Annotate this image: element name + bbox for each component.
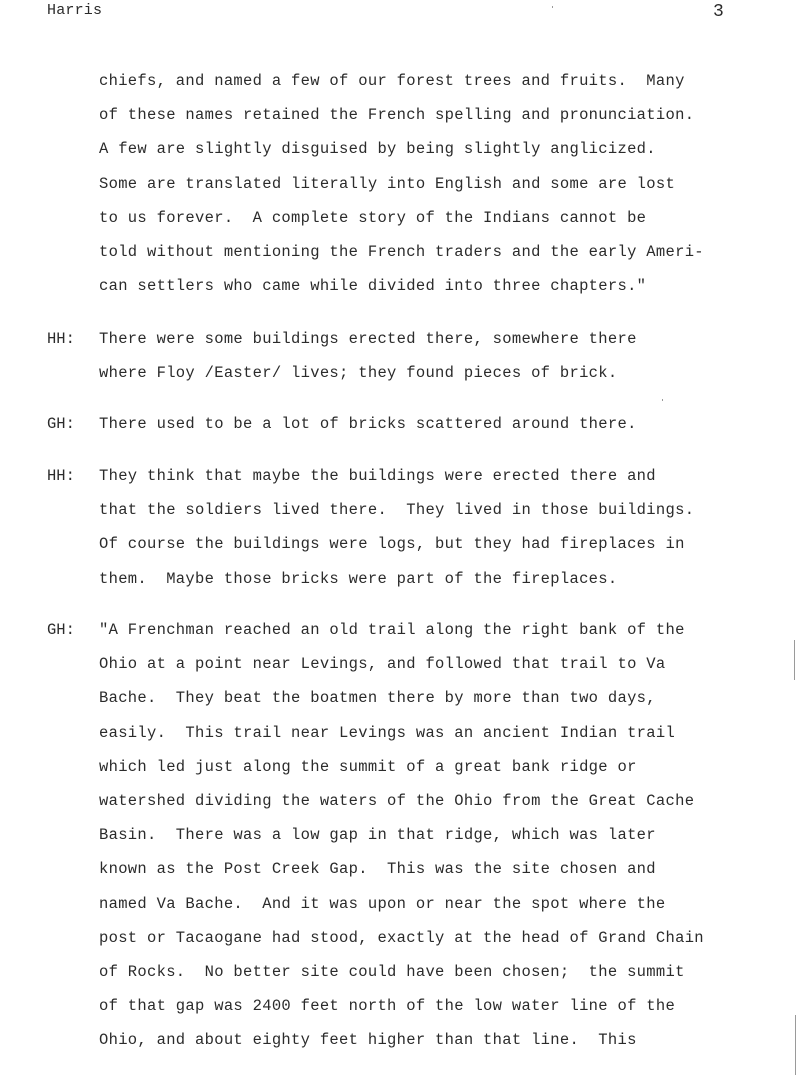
dialogue-lines (99, 407, 789, 441)
speaker-label: HH: (47, 330, 75, 348)
page-header-name: Harris (47, 2, 103, 19)
dialogue-lines (99, 613, 789, 1057)
scan-edge-mark (795, 1015, 796, 1075)
text-line: A few are slightly disguised by being slightly anglicized. (99, 140, 656, 159)
text-line: told without mentioning the French traders and the early Ameri- (99, 242, 704, 261)
scan-edge-mark (794, 640, 795, 680)
text-line: Ohio at a point near Levings, and followed that trail to Va (99, 655, 666, 674)
text-line: watershed dividing the waters of the Ohio from the Great Cache (99, 791, 695, 810)
text-line: where Floy /Easter/ lives; they found pieces of brick. (99, 364, 618, 383)
speaker-label: GH: (47, 621, 75, 639)
text-line: to us forever. A complete story of the Indians cannot be (99, 208, 647, 227)
text-line: Some are translated literally into English and some are lost (99, 174, 676, 193)
scan-dot (662, 399, 663, 401)
text-line: easily. This trail near Levings was an ancient Indian trail (99, 723, 676, 742)
text-line: of that gap was 2400 feet north of the low water line of the (99, 997, 676, 1016)
scan-dot (552, 6, 553, 8)
text-line: There used to be a lot of bricks scattered around there. (99, 415, 637, 433)
text-line: Bache. They beat the boatmen there by more than two days, (99, 689, 656, 708)
text-line: that the soldiers lived there. They lived in those buildings. (99, 501, 695, 520)
page-number: 3 (713, 2, 724, 22)
text-line: There were some buildings erected there, somewhere there (99, 330, 637, 348)
paragraph-lines (99, 64, 789, 303)
text-line: Basin. There was a low gap in that ridge, which was later (99, 826, 656, 845)
dialogue-lines (99, 322, 789, 390)
text-line: known as the Post Creek Gap. This was the site chosen and (99, 860, 656, 879)
text-line: of Rocks. No better site could have been chosen; the summit (99, 962, 685, 981)
text-line: They think that maybe the buildings were erected there and (99, 467, 656, 485)
text-line: can settlers who came while divided into three chapters." (99, 277, 647, 296)
text-line: "A Frenchman reached an old trail along the right bank of the (99, 621, 685, 639)
text-line: chiefs, and named a few of our forest trees and fruits. Many (99, 72, 685, 90)
text-line: of these names retained the French spelling and pronunciation. (99, 106, 695, 125)
text-line: them. Maybe those bricks were part of the fireplaces. (99, 569, 618, 588)
dialogue-lines (99, 459, 789, 596)
speaker-label: HH: (47, 467, 75, 485)
text-line: Ohio, and about eighty feet higher than that line. This (99, 1031, 637, 1050)
text-line: which led just along the summit of a great bank ridge or (99, 757, 637, 776)
text-line: Of course the buildings were logs, but they had fireplaces in (99, 535, 685, 554)
text-line: post or Tacaogane had stood, exactly at the head of Grand Chain (99, 928, 704, 947)
speaker-label: GH: (47, 415, 75, 433)
text-line: named Va Bache. And it was upon or near the spot where the (99, 894, 666, 913)
